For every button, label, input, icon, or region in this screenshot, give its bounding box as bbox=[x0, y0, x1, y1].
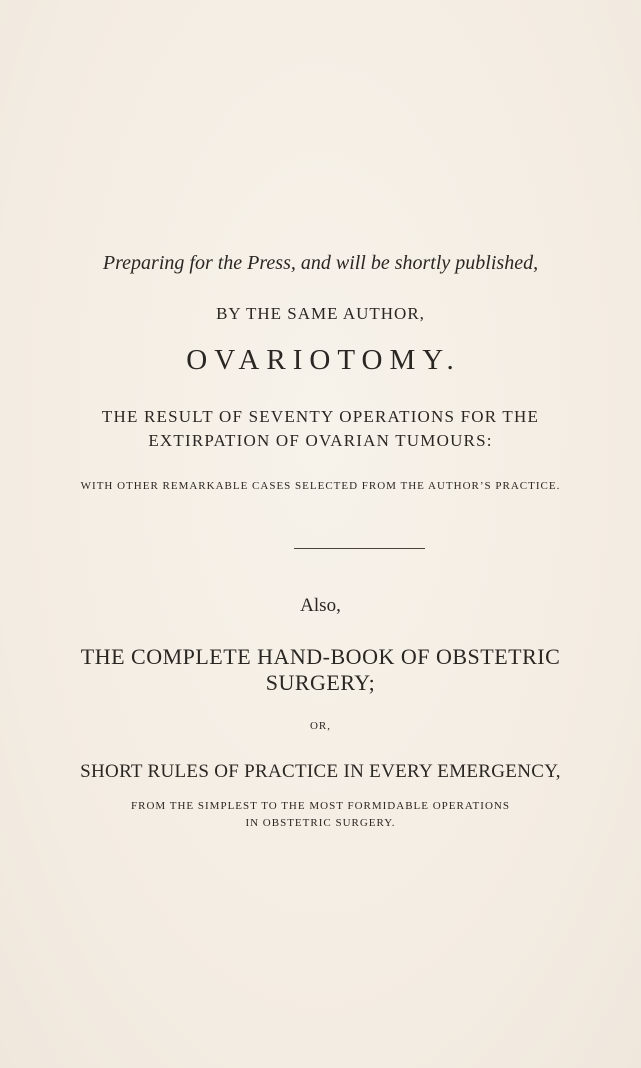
second-work-title-line-2: SURGERY; bbox=[265, 670, 376, 695]
second-work-title-line-1: THE COMPLETE HAND-BOOK OF OBSTETRIC bbox=[80, 644, 561, 669]
first-work-subtitle-line-1: THE RESULT OF SEVENTY OPERATIONS FOR THE bbox=[101, 407, 540, 426]
first-work-title: OVARIOTOMY. bbox=[186, 344, 461, 376]
second-work-note-line-1: FROM THE SIMPLEST TO THE MOST FORMIDABLE OPERATIONS bbox=[131, 800, 510, 812]
second-work-alt-title: SHORT RULES OF PRACTICE IN EVERY EMERGENCY, bbox=[80, 761, 561, 782]
also-label: Also, bbox=[300, 595, 341, 616]
preparing-notice: Preparing for the Press, and will be shortly published, bbox=[102, 252, 539, 274]
by-author-line: BY THE SAME AUTHOR, bbox=[216, 304, 425, 323]
second-work-note-line-2: IN OBSTETRIC SURGERY. bbox=[245, 817, 396, 829]
first-work-note: WITH OTHER REMARKABLE CASES SELECTED FROM THE AUTHOR’S PRACTICE. bbox=[80, 480, 561, 492]
or-label: OR, bbox=[309, 720, 332, 732]
section-divider bbox=[294, 548, 425, 549]
first-work-subtitle-line-2: EXTIRPATION OF OVARIAN TUMOURS: bbox=[148, 431, 493, 450]
